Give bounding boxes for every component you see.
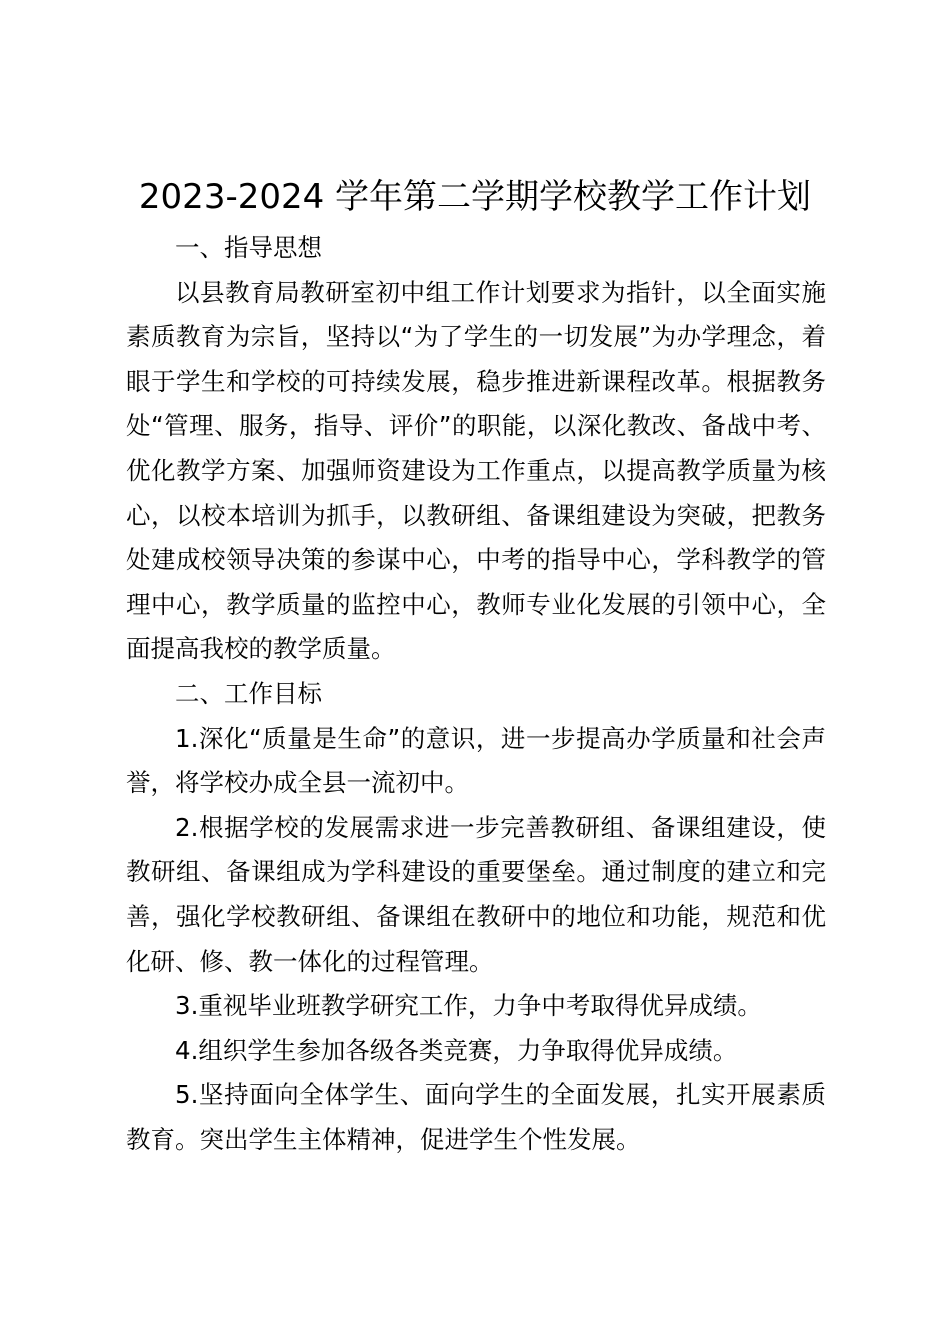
- document-title: 2023-2024 学年第二学期学校教学工作计划: [138, 177, 812, 217]
- paragraph-goal-3: 3.重视毕业班教学研究工作，力争中考取得优异成绩。: [175, 991, 762, 1021]
- paragraph-goal-4: 4.组织学生参加各级各类竞赛，力争取得优异成绩。: [175, 1035, 738, 1065]
- section-heading-work-goals: 二、工作目标: [175, 678, 322, 708]
- paragraph-goal-5: 5.坚持面向全体学生、面向学生的全面发展，扎实开展素质教育。突出学生主体精神，促进学生个性发展。: [126, 1080, 826, 1154]
- paragraph-goal-2: 2.根据学校的发展需求进一步完善教研组、备课组建设，使教研组、备课组成为学科建设的重要堡垒。通过制度的建立和完善，强化学校教研组、备课组在教研中的地位和功能，规范和优化研、修、教一体化的过程管理。: [126, 812, 826, 976]
- paragraph-goal-1: 1.深化“质量是生命”的意识，进一步提高办学质量和社会声誉，将学校办成全县一流初中。: [126, 723, 826, 798]
- section-heading-guiding-ideology: 一、指导思想: [175, 233, 322, 262]
- paragraph-guiding-ideology: 以县教育局教研室初中组工作计划要求为指针，以全面实施素质教育为宗旨，坚持以“为了学生的一切发展”为办学理念，着眼于学生和学校的可持续发展，稳步推进新课程改革。根据教务处“管理、服务，指导、评价”的职能，以深化教改、备战中考、优化教学方案、加强师资建设为工作重点，以提高教学质量为核心，以校本培训为抓手，以教研组、备课组建设为突破，把教务处建成校领导决策的参谋中心，中考的指导中心，学科教学的管理中心，教学质量的监控中心，教师专业化发展的引领中心，全面提高我校的教学质量。: [126, 277, 826, 664]
- document-body: [126, 226, 826, 1162]
